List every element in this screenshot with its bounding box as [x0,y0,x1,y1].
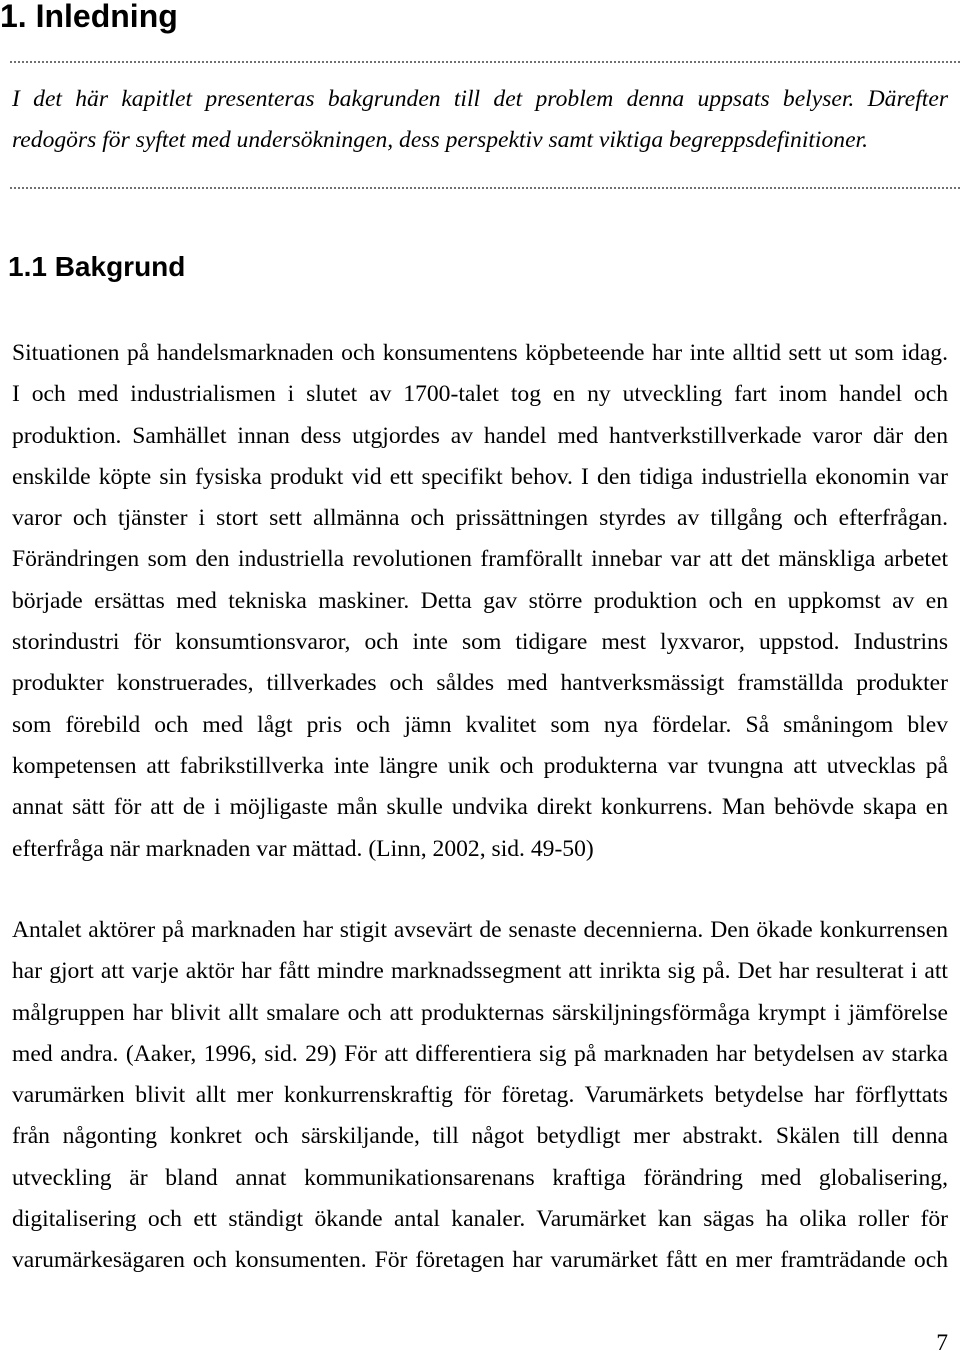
paragraph-line: Förändringen som den industriella revolutionen framförallt innebar var att det mänskliga arbetet [12,546,948,573]
paragraph-line: varor och tjänster i stort sett allmänna och prissättningen styrdes av tillgång och efterfrågan. [12,505,948,532]
section-heading: 1.1 Bakgrund [8,251,186,282]
bottom-dotted-rule [10,187,960,189]
paragraph-line: enskilde köpte sin fysiska produkt vid ett specifikt behov. I den tidiga industriella ekonomin var [12,463,948,490]
paragraph-line: produktion. Samhället innan dess utgjordes av handel med hantverkstillverkade varor där den [12,422,948,449]
top-dotted-rule [10,61,960,63]
paragraph-line: med andra. (Aaker, 1996, sid. 29) För att differentiera sig på marknaden har betydelsen av starka [12,1040,948,1067]
paragraph [12,910,948,1282]
paragraph-line: Antalet aktörer på marknaden har stigit avsevärt de senaste decennierna. Den ökade konkurrensen [12,917,948,943]
paragraph-line: som förebild och med lågt pris och jämn kvalitet som nya fördelar. Så småningom blev [12,711,948,738]
paragraph-line: varumärkesägaren och konsumenten. För företagen har varumärket fått en mer framträdande och [12,1247,948,1274]
paragraph-line: storindustri för konsumtionsvaror, och inte som tidigare mest lyxvaror, uppstod. Industrins [12,629,948,656]
paragraph-line: varumärken blivit allt mer konkurrenskraftig för företag. Varumärkets betydelse har förflyttats [12,1082,948,1109]
intro-text [12,79,948,161]
paragraph-line: Situationen på handelsmarknaden och konsumentens köpbeteende har inte alltid sett ut som idag. [12,340,948,366]
chapter-heading: 1. Inledning [0,0,178,34]
paragraph-line: produkter konstruerades, tillverkades och såldes med hantverksmässigt framställda produkter [12,670,948,697]
intro-line: redogörs för syftet med undersökningen, dess perspektiv samt viktiga begreppsdefinitioner. [12,127,869,153]
paragraph-line: annat sätt för att de i möjligaste mån skulle undvika direkt konkurrens. Man behövde skapa en [12,794,948,821]
paragraph-line: I och med industrialismen i slutet av 1700-talet tog en ny utveckling fart inom handel och [12,381,948,408]
paragraph-line: efterfråga när marknaden var mättad. (Linn, 2002, sid. 49-50) [12,835,594,862]
paragraph-line: utveckling är bland annat kommunikationsarenans kraftiga förändring med globalisering, [12,1164,948,1191]
paragraph-line: digitalisering och ett ständigt ökande antal kanaler. Varumärket kan sägas ha olika roller för [12,1206,948,1233]
paragraph [12,333,948,870]
paragraph-line: från någonting konkret och särskiljande, till något betydligt mer abstrakt. Skälen till denna [12,1123,948,1150]
paragraph-line: kompetensen att fabrikstillverka inte längre unik och produkterna var tvungna att utvecklas på [12,752,948,779]
page-number: 7 [936,1330,948,1356]
intro-line: I det här kapitlet presenteras bakgrunden till det problem denna uppsats belyser. Därefter [12,86,948,112]
paragraph-line: har gjort att varje aktör har fått mindre marknadssegment att inrikta sig på. Det har resulterat i att [12,958,948,985]
paragraph-line: målgruppen har blivit allt smalare och att produkternas särskiljningsförmåga krympt i jämförelse [12,999,948,1026]
paragraph-line: började ersättas med tekniska maskiner. Detta gav större produktion och en uppkomst av en [12,587,948,614]
